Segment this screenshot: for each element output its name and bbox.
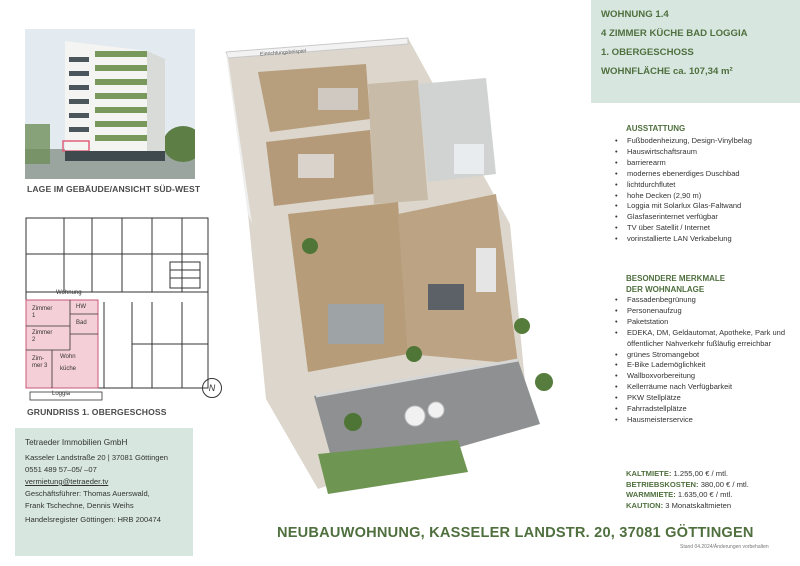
merkmale-item: • Fassadenbegrünung [612, 295, 788, 306]
company-email[interactable]: vermietung@tetraeder.tv [25, 477, 109, 486]
render-label: Einrichtungsbeispiel [259, 48, 307, 58]
ausstattung-list [612, 136, 792, 245]
merkmale-item: • Paketstation [612, 317, 788, 328]
betriebskosten-label: BETRIEBSKOSTEN: [626, 479, 699, 489]
ausstattung-item: • lichtdurchflutet [612, 180, 792, 191]
title-line-1: WOHNUNG 1.4 [601, 9, 669, 20]
company-manager-1: Geschäftsführer: Thomas Auerswald, [25, 489, 150, 498]
merkmale-heading [626, 274, 725, 295]
title-line-2: 4 ZIMMER KÜCHE BAD LOGGIA [601, 28, 748, 39]
kaltmiete-label: KALTMIETE: [626, 469, 672, 478]
ausstattung-item: • Glasfaserinternet verfügbar [612, 212, 792, 223]
merkmale-item: • EDEKA, DM, Geldautomat, Apotheke, Park und öffentlicher Nahverkehr fußläufig erreichbar [612, 328, 788, 350]
plan-label-zimmer3: Zim-mer 3 [32, 356, 48, 369]
merkmale-item: • Wallboxvorbereitung [612, 371, 788, 382]
kaution-label: KAUTION: [626, 500, 664, 510]
floorplan-caption: GRUNDRISS 1. OBERGESCHOSS [27, 407, 167, 417]
plan-label-kueche: küche [60, 366, 77, 372]
plan-label-hw: HW [76, 304, 86, 310]
plan-label-wohn: Wohn [60, 354, 76, 360]
kaltmiete-row [626, 469, 749, 480]
ausstattung-item: • Hauswirtschaftsraum [612, 147, 792, 158]
company-phone: 0551 489 57–05/ –07 [25, 465, 97, 474]
ausstattung-item: • Loggia mit Solarlux Glas-Faltwand [612, 201, 792, 212]
building-photo [25, 29, 195, 179]
price-block [626, 469, 749, 511]
ausstattung-item: • hohe Decken (2,90 m) [612, 191, 792, 202]
warmmiete-row [626, 490, 749, 501]
title-line-4: WOHNFLÄCHE ca. 107,34 m² [601, 66, 733, 77]
ausstattung-item: • barrierearm [612, 158, 792, 169]
merkmale-item: • Hausmeisterservice [612, 415, 788, 426]
merkmale-item: • Kellerräume nach Verfügbarkeit [612, 382, 788, 393]
betriebskosten-value: 380,00 € / mtl. [698, 479, 749, 489]
merkmale-heading-1: BESONDERE MERKMALE [626, 274, 726, 283]
title-line-3: 1. OBERGESCHOSS [601, 47, 694, 58]
warmmiete-value: 1.635,00 € / mtl. [675, 490, 733, 500]
floorplan [22, 214, 216, 404]
merkmale-item: • Fahrradstellplätze [612, 404, 788, 415]
plan-label-loggia: Loggia [52, 391, 71, 397]
title-box [591, 0, 800, 103]
apartment-rendering [218, 24, 593, 502]
kaution-row [626, 501, 749, 512]
ausstattung-heading: AUSSTATTUNG [626, 124, 686, 133]
plan-label-bad: Bad [76, 320, 87, 326]
company-manager-2: Frank Tschechne, Dennis Weihs [25, 501, 134, 510]
contact-box [15, 428, 193, 556]
ausstattung-item: • TV über Satellit / Internet [612, 223, 792, 234]
company-register: Handelsregister Göttingen: HRB 200474 [25, 515, 161, 524]
plan-label-zimmer1: Zimmer 1 [32, 306, 53, 319]
merkmale-heading-2: DER WOHNANLAGE [626, 284, 705, 294]
plan-label-zimmer2: Zimmer 2 [32, 330, 53, 343]
kaution-value: 3 Monatskaltmieten [663, 500, 732, 510]
ausstattung-item: • modernes ebenerdiges Duschbad [612, 169, 792, 180]
plan-label-wohnung: Wohnung [56, 290, 82, 296]
merkmale-item: • Personenaufzug [612, 306, 788, 317]
photo-caption: LAGE IM GEBÄUDE/ANSICHT SÜD-WEST [27, 184, 201, 194]
stand-note: Stand 04.2024/Änderungen vorbehalten [680, 544, 769, 550]
company-address: Kasseler Landstraße 20 | 37081 Göttingen [25, 453, 168, 462]
footer-title: NEUBAUWOHNUNG, KASSELER LANDSTR. 20, 37081 GÖTTINGEN [277, 525, 754, 541]
company-name: Tetraeder Immobilien GmbH [25, 438, 128, 447]
warmmiete-label: WARMMIETE: [626, 490, 676, 500]
merkmale-item: • PKW Stellplätze [612, 393, 788, 404]
merkmale-list [612, 295, 788, 426]
kaltmiete-value: 1.255,00 € / mtl. [671, 469, 728, 478]
north-arrow-icon: N [202, 378, 222, 398]
ausstattung-item: • vorinstallierte LAN Verkabelung [612, 234, 792, 245]
ausstattung-item: • Fußbodenheizung, Design-Vinylbelag [612, 136, 792, 147]
betriebskosten-row [626, 480, 749, 491]
merkmale-item: • E-Bike Lademöglichkeit [612, 360, 788, 371]
merkmale-item: • grünes Stromangebot [612, 350, 788, 361]
